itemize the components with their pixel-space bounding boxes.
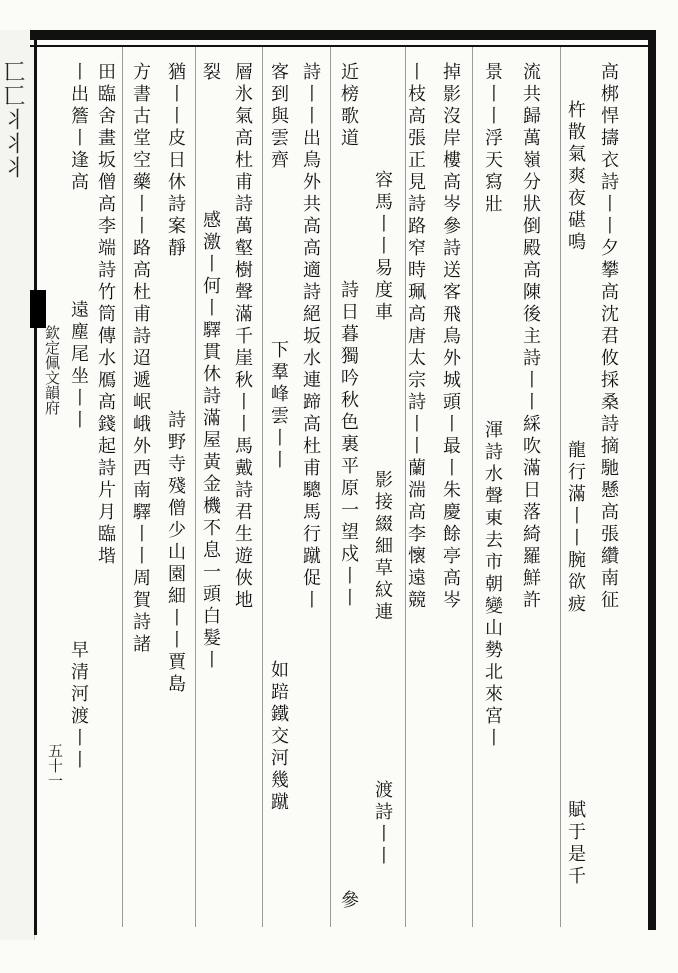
text-column: 影接綴細草紋連	[372, 470, 393, 624]
text-column: 掉影沒岸樓高岑參詩送客飛鳥外城頭丨最丨朱慶餘亭高岑	[440, 62, 461, 612]
text-column: 詩野寺殘僧少山園細丨丨賈島	[165, 410, 186, 696]
text-column: 方書古堂空藥丨丨路高杜甫詩迢遞岷峨外西南驛丨丨周賀詩諸	[130, 62, 151, 656]
text-column: 景丨丨浮天寫壯	[482, 62, 503, 216]
text-column: 詩丨丨出鳥外共高高適詩絕坂水連蹄高杜甫驄馬行蹴促丨	[300, 62, 321, 612]
text-column: 詩日暮獨吟秋色裏平原一望戍丨丨	[338, 280, 359, 610]
text-column: 如踣鐵交河幾蹴	[268, 660, 289, 814]
right-border	[648, 30, 656, 930]
text-column: 流共歸萬嶺分狀倒殿高陳後主詩丨丨綵吹滿日落綺羅鮮許	[520, 62, 541, 612]
left-border	[34, 30, 37, 935]
text-column: 丨出簷丨逢高	[68, 62, 89, 194]
column-rule	[122, 47, 123, 927]
text-column: 層氷氣高杜甫詩萬壑樹聲滿千崖秋丨丨馬戴詩君生遊俠地	[232, 62, 253, 612]
text-column: 早清河渡丨丨	[68, 640, 89, 772]
top-border-inner	[30, 45, 655, 47]
column-rule	[330, 47, 331, 927]
text-column: 客到與雲齊	[268, 62, 289, 172]
text-column: 參	[338, 890, 359, 912]
column-rule	[560, 47, 561, 927]
text-column: 龍行滿丨丨腕欲疲	[565, 440, 586, 616]
text-column: 渾詩水聲東去市朝變山勢北來宮丨	[482, 420, 503, 750]
text-column: 丨枝高張正見詩路窄時珮高唐太宗詩丨丨蘭湍高李懷遠競	[405, 62, 426, 612]
text-column: 遠塵尾坐丨丨	[68, 300, 89, 432]
text-column: 高梆悍擣衣詩丨丨夕攀高沈君攸採桑詩摘馳懸高張纘南征	[598, 62, 619, 612]
facing-page-fragment: 匸匸丬丬丬	[0, 60, 25, 180]
text-column: 賦于是千	[565, 800, 586, 888]
page-number: 五十一	[46, 743, 64, 788]
top-border	[30, 30, 655, 40]
text-column: 田臨舍畫坂僧高李端詩竹筒傳水鴈高錢起詩片月臨堦	[95, 62, 116, 568]
text-column: 渡詩丨丨	[372, 780, 393, 868]
book-title: 欽定佩文韻府	[43, 325, 61, 415]
text-column: 下羣峰雲丨丨	[268, 340, 289, 472]
text-column: 杵散氣爽夜碪鳴	[565, 100, 586, 254]
column-rule	[472, 47, 473, 927]
text-column: 猶丨丨皮日休詩案靜	[165, 62, 186, 260]
text-column: 裂	[200, 62, 221, 84]
fish-tail-marker	[30, 290, 46, 328]
column-rule	[195, 47, 196, 927]
text-column: 近榜歌道	[338, 62, 359, 150]
text-column: 感激丨何丨驛貫休詩滿屋黃金機不息一頭白髮丨	[200, 210, 221, 672]
column-rule	[262, 47, 263, 927]
text-column: 容馬丨丨易度車	[372, 170, 393, 324]
